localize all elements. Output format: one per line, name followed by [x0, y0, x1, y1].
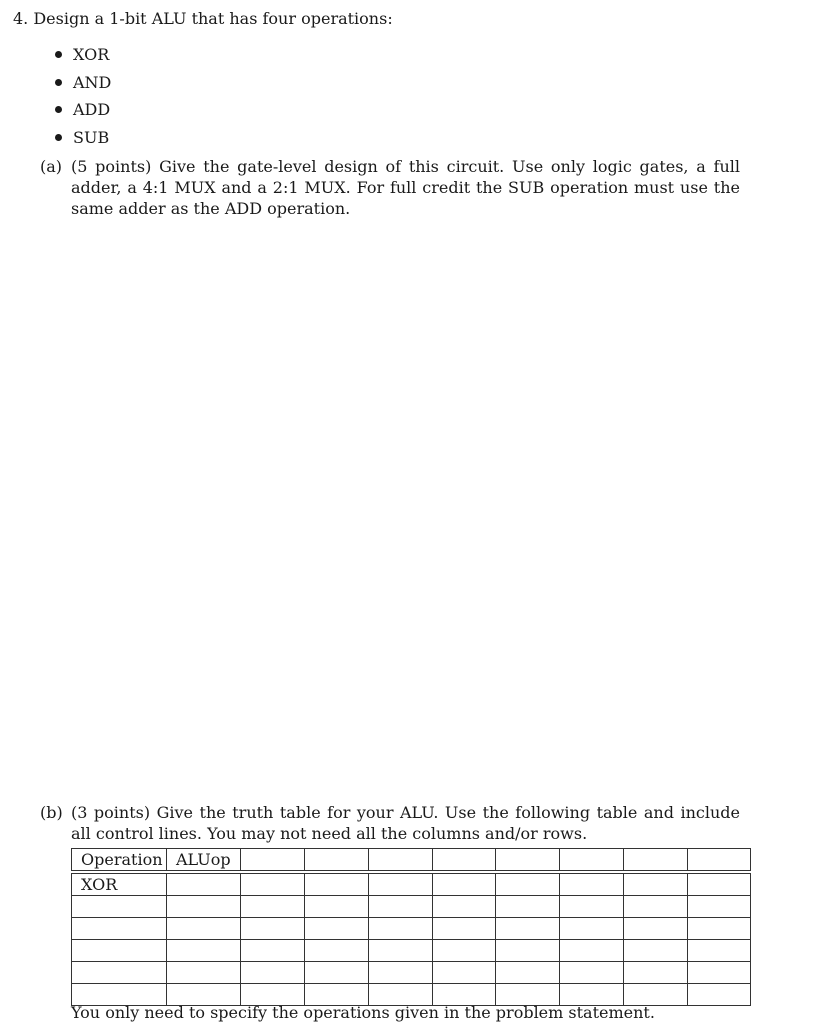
- truth-table: [71, 848, 751, 1006]
- table-cell[interactable]: [560, 918, 624, 940]
- part-a-text: (5 points) Give the gate-level design of this circuit. Use only logic gates, a full adder, a 4:1 MUX and a 2:1 MUX. For full credit the SUB operation must use the same adder as the ADD operation.: [71, 157, 740, 218]
- list-item: XOR: [55, 44, 111, 72]
- bullet-icon: [55, 134, 62, 141]
- bullet-icon: [55, 79, 62, 86]
- table-cell[interactable]: [433, 896, 496, 918]
- part-b: [40, 802, 740, 844]
- table-header-row: [72, 849, 751, 871]
- table-cell[interactable]: [496, 918, 560, 940]
- list-item: AND: [55, 72, 111, 100]
- table-cell[interactable]: [241, 962, 305, 984]
- header-cell: Operation: [72, 849, 167, 871]
- table-cell[interactable]: [241, 940, 305, 962]
- bullet-icon: [55, 106, 62, 113]
- header-cell[interactable]: [496, 849, 560, 871]
- header-cell[interactable]: [560, 849, 624, 871]
- bullet-icon: [55, 51, 62, 58]
- table-cell[interactable]: [369, 896, 433, 918]
- table-cell[interactable]: [624, 896, 688, 918]
- table-row: [72, 962, 751, 984]
- table-cell[interactable]: [305, 918, 369, 940]
- table-cell[interactable]: [241, 918, 305, 940]
- table-cell[interactable]: [433, 962, 496, 984]
- table-cell[interactable]: [167, 874, 241, 896]
- part-a: [40, 156, 740, 219]
- table-cell[interactable]: [560, 896, 624, 918]
- table-cell[interactable]: [496, 962, 560, 984]
- table-cell[interactable]: [241, 874, 305, 896]
- header-cell[interactable]: [624, 849, 688, 871]
- table-row: [72, 896, 751, 918]
- part-b-label: (b): [40, 803, 63, 822]
- table-cell[interactable]: [624, 874, 688, 896]
- table-cell[interactable]: [72, 918, 167, 940]
- table-cell[interactable]: [305, 874, 369, 896]
- table-cell[interactable]: [624, 962, 688, 984]
- table-cell[interactable]: [241, 896, 305, 918]
- table-cell[interactable]: [167, 962, 241, 984]
- operations-list: [55, 44, 111, 154]
- table-cell[interactable]: [167, 918, 241, 940]
- table-cell[interactable]: [305, 940, 369, 962]
- header-cell[interactable]: [305, 849, 369, 871]
- table-cell[interactable]: [433, 874, 496, 896]
- part-b-text: (3 points) Give the truth table for your ALU. Use the following table and include all control lines. You may not need all the columns and/or rows.: [71, 803, 740, 843]
- table-cell[interactable]: [433, 940, 496, 962]
- footnote: You only need to specify the operations given in the problem statement.: [71, 1003, 655, 1022]
- header-cell: ALUop: [167, 849, 241, 871]
- table-cell[interactable]: [496, 940, 560, 962]
- table-cell[interactable]: [496, 896, 560, 918]
- table-row: [72, 940, 751, 962]
- list-item: ADD: [55, 99, 111, 127]
- table-cell[interactable]: [369, 874, 433, 896]
- table-cell[interactable]: [560, 962, 624, 984]
- table-cell[interactable]: [369, 940, 433, 962]
- header-cell[interactable]: [433, 849, 496, 871]
- table-cell[interactable]: [72, 962, 167, 984]
- table-cell[interactable]: [305, 896, 369, 918]
- question-title: 4. Design a 1-bit ALU that has four operations:: [13, 9, 393, 28]
- table-cell[interactable]: [433, 918, 496, 940]
- table-cell[interactable]: [688, 984, 751, 1006]
- table-cell[interactable]: [72, 940, 167, 962]
- table-cell[interactable]: [688, 918, 751, 940]
- table-cell[interactable]: [688, 874, 751, 896]
- table-cell[interactable]: [624, 918, 688, 940]
- table-cell[interactable]: [688, 896, 751, 918]
- table-row: [72, 918, 751, 940]
- table-cell[interactable]: [688, 940, 751, 962]
- table-row: [72, 874, 751, 896]
- table-cell[interactable]: [72, 896, 167, 918]
- header-cell[interactable]: [241, 849, 305, 871]
- table-cell: XOR: [72, 874, 167, 896]
- header-cell[interactable]: [369, 849, 433, 871]
- table-cell[interactable]: [369, 962, 433, 984]
- table-cell[interactable]: [167, 940, 241, 962]
- list-item: SUB: [55, 127, 111, 155]
- table-cell[interactable]: [496, 874, 560, 896]
- table-cell[interactable]: [560, 940, 624, 962]
- table-cell[interactable]: [560, 874, 624, 896]
- table-cell[interactable]: [167, 896, 241, 918]
- table-cell[interactable]: [369, 918, 433, 940]
- table-cell[interactable]: [624, 940, 688, 962]
- part-a-label: (a): [40, 157, 63, 176]
- header-cell[interactable]: [688, 849, 751, 871]
- table-cell[interactable]: [688, 962, 751, 984]
- table-cell[interactable]: [305, 962, 369, 984]
